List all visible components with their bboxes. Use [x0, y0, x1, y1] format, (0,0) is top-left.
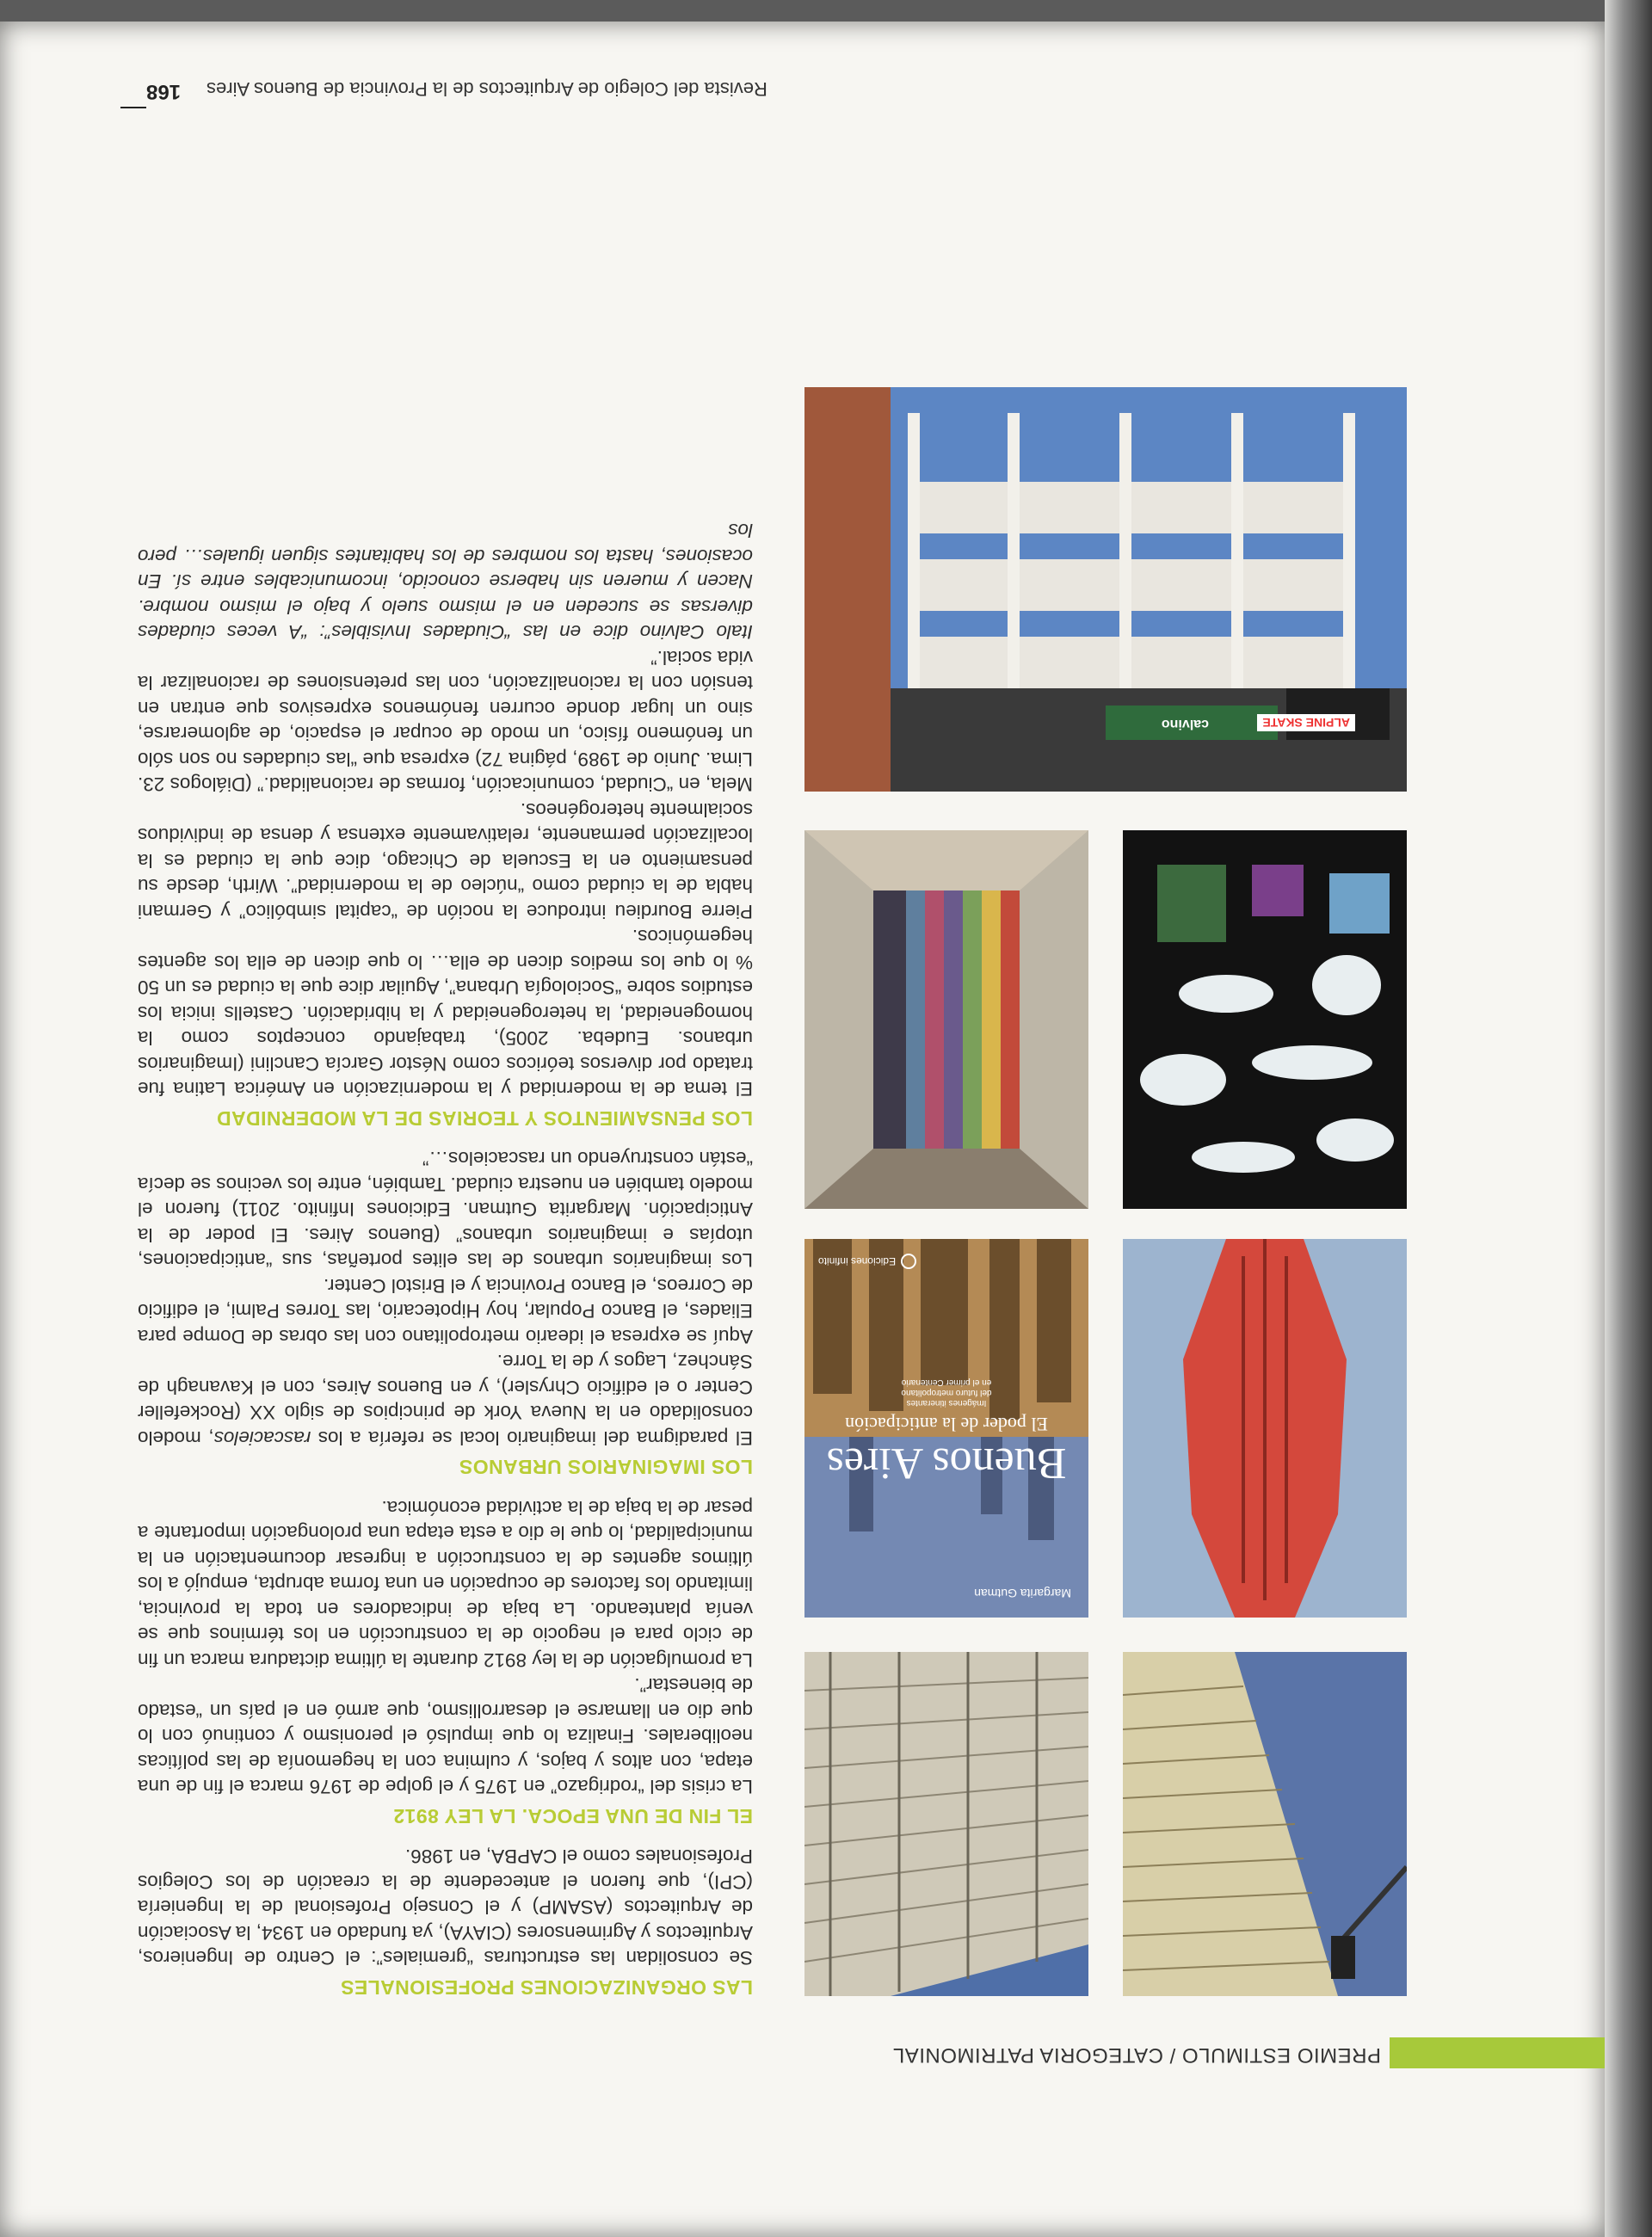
book-tagline-1: Imágenes itinerantes — [906, 1398, 987, 1408]
book-cover — [804, 1239, 1088, 1618]
book-subtitle: El poder de la anticipación — [845, 1414, 1048, 1435]
magazine-page — [0, 22, 1605, 2237]
book-publisher: Ediciones infinito — [818, 1255, 897, 1267]
page-number: 168 — [146, 80, 182, 103]
page-number-rule — [120, 107, 146, 108]
paragraph-9: Mela, en “Ciudad, comunicación, formas de racionalidad.” (Diálogos 23. Lima. Junio de 1989, página 72) expresa que “las ciudades no son sólo un fenómeno físico, un modo de ocupar el espacio, de aglomerarse, sino un lugar donde ocurren fenómenos expresivos que entran en tensión con la racionalización, con las pretensiones de racionalizar la vida social.” — [138, 647, 753, 796]
heading-ley-8912: EL FIN DE UNA EPOCA. LA LEY 8912 — [393, 1805, 753, 1827]
paragraph-4: El paradigma del imaginario local se refería a los rascacielos, modelo consolidado en la Nueva York de principios de siglo XX (Rockefeller Center o el edificio Chrysler), y en Buenos Aires, con el Kavanagh de Sánchez, Lagos y de la Torre. — [138, 1351, 753, 1449]
heading-imaginarios: LOS IMAGINARIOS URBANOS — [459, 1456, 753, 1479]
photo-red-tower — [1123, 1239, 1407, 1618]
paragraph-6: Los imaginarios urbanos de las elites porteñas, sus “anticipaciones, utopías e imaginarios urbanos” (Buenos Aires. El poder de la Anticipación. Margarita Gutman. Ediciones Infinito. 2011) fueron el modelo también en nuestra ciudad. También, entre los vecinos se decía “están construyendo un rascacielos…” — [137, 1148, 753, 1272]
paragraph-1: Se consolidan las estructuras “gremiales”: el Centro de Ingenieros, Arquitectos y Agrimensores (CIAYA), ya fundado en 1934, la Asociación de Arquitectos (ASAMP) y el Consejo Profesional de la Ingeniería (CPI), que fueron el antecedente de la creación de los Colegios Profesionales como el CAPBA, en 1986. — [138, 1846, 753, 1969]
journal-title: Revista del Colegio de Arquitectos de la Provincia de Buenos Aires — [206, 78, 767, 100]
photo-tower-with-traffic-light — [1123, 1652, 1407, 1996]
publisher-logo-icon — [901, 1254, 916, 1269]
paragraph-5: Aquí se expresa el ideario metropolitano con las obras de Dompe para Eliades, el Banco Popular, hoy Hipotecario, las Torres Palmi, el edificio de Correos, el Banco Provincia y el Bristol Center. — [138, 1275, 753, 1347]
book-author: Margarita Gutman — [974, 1587, 1071, 1600]
book-binding — [1605, 0, 1652, 2237]
photo-storefronts — [804, 387, 1407, 792]
book-title: Buenos Aires — [826, 1439, 1067, 1488]
storefront-sign-calvino: calvino — [1161, 717, 1209, 731]
heading-organizaciones: LAS ORGANIZACIONES PROFESIONALES — [340, 1976, 753, 1999]
paragraph-7: El tema de la modernidad y la modernización en América Latina fue tratado por diversos teóricos como Néstor García Canclini (Imaginarios urbanos. Eudeba. 2005), trabajando conceptos como la homogeneidad, la heterogeneidad y la hibridación. Castells inicia los estudios sobre “Sociología Urbana”, Aguilar dice que la ciudad es un 50 % lo que los medios dicen de ella… lo que dicen de ella los agentes hegemónicos. — [138, 926, 753, 1100]
storefront-sign-alpine: ALPINE SKATE — [1257, 714, 1355, 731]
abstract-artwork — [1123, 830, 1407, 1209]
paragraph-10-calvino: Italo Calvino dice en las “Ciudades Invisibles”: “A veces ciudades diversas se suceden en el mismo suelo y bajo el mismo nombre. Nacen y mueren sin haberse conocido, incomunicables entre sí. En ocasiones, hasta los nombres de los habitantes siguen iguales… pero los — [138, 520, 753, 644]
photo-tower-from-below — [804, 1652, 1088, 1996]
paragraph-8: Pierre Bourdieu introduce la noción de “capital simbólico” y Germani habla de la ciudad como “núcleo de la modernidad”. Wirth, desde su pensamiento en la Escuela de Chicago, dice que la ciudad es la localización permanente, relativamente extensa y densa de individuos socialmente heterogéneos. — [138, 799, 753, 922]
article-body — [138, 518, 753, 2015]
book-tagline-2: del futuro metropolitano — [901, 1388, 992, 1397]
book-tagline-3: en el primer Centenario — [901, 1377, 992, 1387]
painting-color-bands — [804, 830, 1088, 1209]
paragraph-2: La crisis del “rodrigazo” en 1975 y el golpe de 1976 marca el fin de una etapa, con altos y bajos, y culmina con la hegemonía de las políticas neoliberales. Finaliza lo que impulsó el peronismo y continuó con lo que dio en llamarse el desarrollismo, que armó en el país un “estado de bienestar”. — [138, 1674, 753, 1798]
section-label: PREMIO ESTIMULO / CATEGORIA PATRIMONIAL — [892, 2043, 1381, 2067]
paragraph-3: La promulgación de la ley 8912 durante la última dictadura marca un fin de ciclo para el negocio de la construcción en los términos que se venía planteando. La baja de indicadores en toda la provincia, limitando los factores de ocupación en una forma abrupta, empujó a los últimos agentes de la construcción a ingresar documentación en la municipalidad, lo que le dio a esta etapa una prolongación importante a pesar de la baja de la actividad económica. — [138, 1497, 753, 1671]
heading-modernidad: LOS PENSAMIENTOS Y TEORIAS DE LA MODERNIDAD — [216, 1107, 753, 1130]
section-accent-bar — [1390, 2037, 1605, 2068]
